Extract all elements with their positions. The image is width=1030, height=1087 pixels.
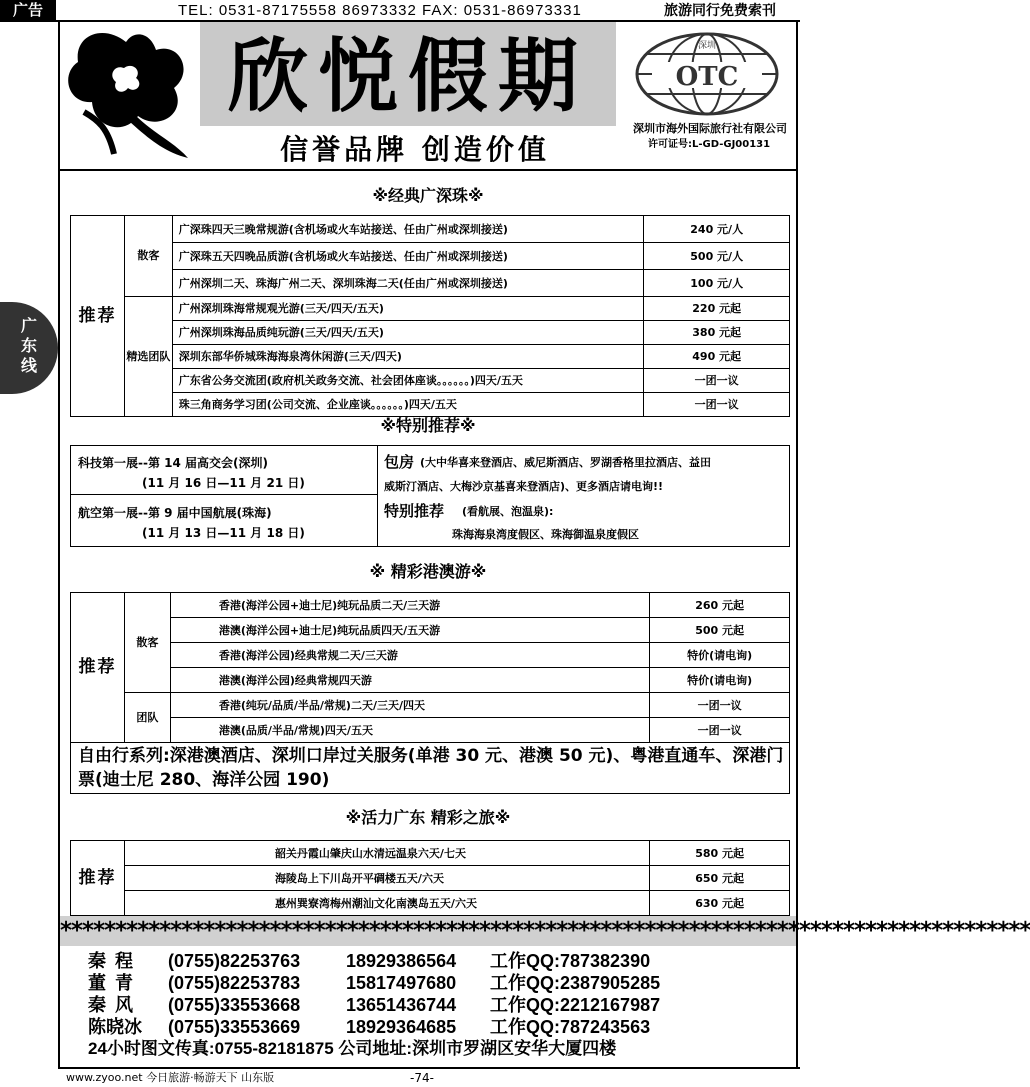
tour-name: 深圳东部华侨城珠海海泉湾休闲游(三天/四天) — [172, 345, 644, 369]
contact-phone: (0755)33553668 — [168, 995, 301, 1015]
contact-phone: (0755)82253763 — [168, 951, 301, 971]
side-tab-char-2: 东 — [20, 336, 37, 355]
otc-text: OTC — [675, 62, 739, 92]
contact-mobile: 13651436744 — [346, 995, 457, 1015]
recommend-label: 推荐 — [71, 593, 125, 743]
table-row — [71, 593, 790, 618]
side-tab-char-1: 广 — [20, 316, 37, 335]
special-text-1: (看航展、泡温泉): — [462, 505, 554, 518]
expo2-date: (11 月 13 日—11 月 18 日) — [142, 526, 305, 540]
tour-name: 广州深圳珠海常规观光游(三天/四天/五天) — [172, 297, 644, 321]
hotel-text-1: (大中华喜来登酒店、威尼斯酒店、罗湖香格里拉酒店、益田 — [420, 456, 712, 469]
tour-price: 260 元起 — [650, 593, 790, 618]
tour-price: 一团一议 — [644, 393, 790, 417]
special-heading: 特别推荐 — [384, 502, 445, 520]
tour-price: 240 元/人 — [644, 216, 790, 243]
side-tab-guangdong — [0, 302, 58, 394]
slogan: 信誉品牌 创造价值 — [280, 133, 550, 166]
tour-price: 580 元起 — [650, 841, 790, 866]
tour-price: 特价(请电询) — [650, 668, 790, 693]
star-divider: **************************************************************************************** — [60, 918, 1030, 944]
group-label-individual: 散客 — [124, 593, 170, 693]
hotel-heading: 包房 — [384, 453, 415, 471]
contact-line: TEL: 0531-87175558 86973332 FAX: 0531-86973331 — [178, 2, 582, 19]
table-row — [71, 693, 790, 718]
tour-name: 香港(海洋公园)经典常规二天/三天游 — [170, 643, 649, 668]
section-title-classic: ※经典广深珠※ — [372, 186, 484, 205]
tour-name: 广深珠四天三晚常规游(含机场或火车站接送、任由广州或深圳接送) — [172, 216, 644, 243]
contact-qq: 工作QQ:2387905285 — [490, 973, 661, 993]
tour-name: 港澳(海洋公园+迪士尼)纯玩品质四天/五天游 — [170, 618, 649, 643]
contact-row — [88, 950, 660, 972]
tour-name: 香港(海洋公园+迪士尼)纯玩品质二天/三天游 — [170, 593, 649, 618]
tour-name: 珠三角商务学习团(公司交流、企业座谈。。。。。。)四天/五天 — [172, 393, 644, 417]
section-title-hkmacau: ※ 精彩港澳游※ — [369, 562, 487, 581]
table-row — [71, 321, 790, 345]
tour-price: 特价(请电询) — [650, 643, 790, 668]
contact-mobile: 18929386564 — [346, 951, 457, 971]
tour-price: 220 元起 — [644, 297, 790, 321]
expo1-date: (11 月 16 日—11 月 21 日) — [142, 476, 305, 490]
brand-title: 欣悦假期 — [228, 29, 588, 123]
guangdong-tour-table — [70, 840, 790, 916]
contact-mobile: 15817497680 — [346, 973, 457, 993]
table-row — [71, 668, 790, 693]
contact-qq: 工作QQ:787382390 — [490, 951, 651, 971]
special-text-2: 珠海海泉湾度假区、珠海御温泉度假区 — [452, 528, 639, 541]
table-row — [71, 891, 790, 916]
contact-row — [88, 972, 660, 994]
section-title-special: ※特别推荐※ — [380, 416, 476, 435]
tour-name: 韶关丹霞山肇庆山水清远温泉六天/七天 — [124, 841, 649, 866]
fax-address-line: 24小时图文传真:0755-82181875 公司地址:深圳市罗湖区安华大厦四楼 — [88, 1039, 617, 1058]
tour-name: 港澳(品质/半品/常规)四天/五天 — [170, 718, 649, 743]
tour-price: 490 元起 — [644, 345, 790, 369]
table-row — [71, 618, 790, 643]
footer-site: www.zyoo.net 今日旅游·畅游天下 山东版 — [66, 1071, 275, 1084]
tour-price: 一团一议 — [650, 718, 790, 743]
otc-small-text: 深圳 — [697, 41, 717, 51]
group-label-team: 团队 — [124, 693, 170, 743]
contact-list — [88, 950, 660, 1060]
tour-name: 港澳(海洋公园)经典常规四天游 — [170, 668, 649, 693]
tour-name: 广东省公务交流团(政府机关政务交流、社会团体座谈。。。。。。)四天/五天 — [172, 369, 644, 393]
group-label-team: 精选团队 — [124, 297, 172, 417]
header-divider — [58, 169, 798, 171]
tour-name: 广州深圳珠海品质纯玩游(三天/四天/五天) — [172, 321, 644, 345]
tour-price: 500 元起 — [650, 618, 790, 643]
tour-price: 500 元/人 — [644, 243, 790, 270]
free-catalog-text: 旅游同行免费索刊 — [664, 3, 776, 19]
table-row — [71, 369, 790, 393]
contact-qq: 工作QQ:2212167987 — [490, 995, 661, 1015]
tour-price: 100 元/人 — [644, 270, 790, 297]
contact-name: 秦 程 — [88, 951, 136, 971]
table-row — [71, 345, 790, 369]
contact-row — [88, 1016, 660, 1038]
recommend-label: 推荐 — [71, 216, 125, 417]
tour-price: 一团一议 — [644, 369, 790, 393]
contact-name: 陈晓冰 — [88, 1017, 142, 1037]
expo2-title: 航空第一展--第 9 届中国航展(珠海) — [78, 506, 272, 520]
otc-globe-logo-icon — [632, 30, 782, 118]
tour-price: 380 元起 — [644, 321, 790, 345]
contact-phone: (0755)82253783 — [168, 973, 301, 993]
license-number: 许可证号:L-GD-GJ00131 — [648, 139, 771, 150]
tour-price: 一团一议 — [650, 693, 790, 718]
table-row — [71, 866, 790, 891]
tour-price: 650 元起 — [650, 866, 790, 891]
tour-price: 630 元起 — [650, 891, 790, 916]
contact-row — [88, 994, 660, 1016]
contact-name: 董 青 — [88, 973, 136, 993]
expo1-title: 科技第一展--第 14 届高交会(深圳) — [78, 456, 268, 470]
table-row — [71, 718, 790, 743]
contact-name: 秦 风 — [88, 995, 136, 1015]
table-row — [71, 841, 790, 866]
tour-name: 惠州巽寮湾梅州潮汕文化南澳岛五天/六天 — [124, 891, 649, 916]
group-label-individual: 散客 — [124, 216, 172, 297]
table-row — [71, 243, 790, 270]
contact-phone: (0755)33553669 — [168, 1017, 301, 1037]
table-row — [71, 393, 790, 417]
free-travel-text: 自由行系列:深港澳酒店、深圳口岸过关服务(单港 30 元、港澳 50 元)、粤港直通车、深港门票(迪士尼 280、海洋公园 190) — [78, 746, 784, 790]
tour-name: 海陵岛上下川岛开平碉楼五天/六天 — [124, 866, 649, 891]
table-row — [71, 643, 790, 668]
section-title-guangdong: ※活力广东 精彩之旅※ — [345, 808, 511, 827]
special-divider-v — [377, 445, 378, 547]
hotel-text-2: 威斯汀酒店、大梅沙京基喜来登酒店)、更多酒店请电询!! — [384, 480, 664, 493]
flower-logo-icon — [64, 24, 194, 164]
tour-name: 广深珠五天四晚品质游(含机场或火车站接送、任由广州或深圳接送) — [172, 243, 644, 270]
table-row — [71, 297, 790, 321]
contact-mobile: 18929364685 — [346, 1017, 457, 1037]
recommend-label: 推荐 — [71, 841, 125, 916]
special-divider-h — [70, 494, 377, 495]
classic-tour-table — [70, 215, 790, 417]
ad-tag: 广告 — [0, 0, 56, 21]
page-number: -74- — [410, 1071, 434, 1085]
hkmacau-tour-table — [70, 592, 790, 743]
table-row — [71, 270, 790, 297]
side-tab-char-3: 线 — [20, 356, 37, 375]
table-row — [71, 216, 790, 243]
contact-qq: 工作QQ:787243563 — [490, 1017, 651, 1037]
tour-name: 广州深圳二天、珠海广州二天、深圳珠海二天(任由广州或深圳接送) — [172, 270, 644, 297]
tour-name: 香港(纯玩/品质/半品/常规)二天/三天/四天 — [170, 693, 649, 718]
company-name: 深圳市海外国际旅行社有限公司 — [633, 122, 787, 135]
